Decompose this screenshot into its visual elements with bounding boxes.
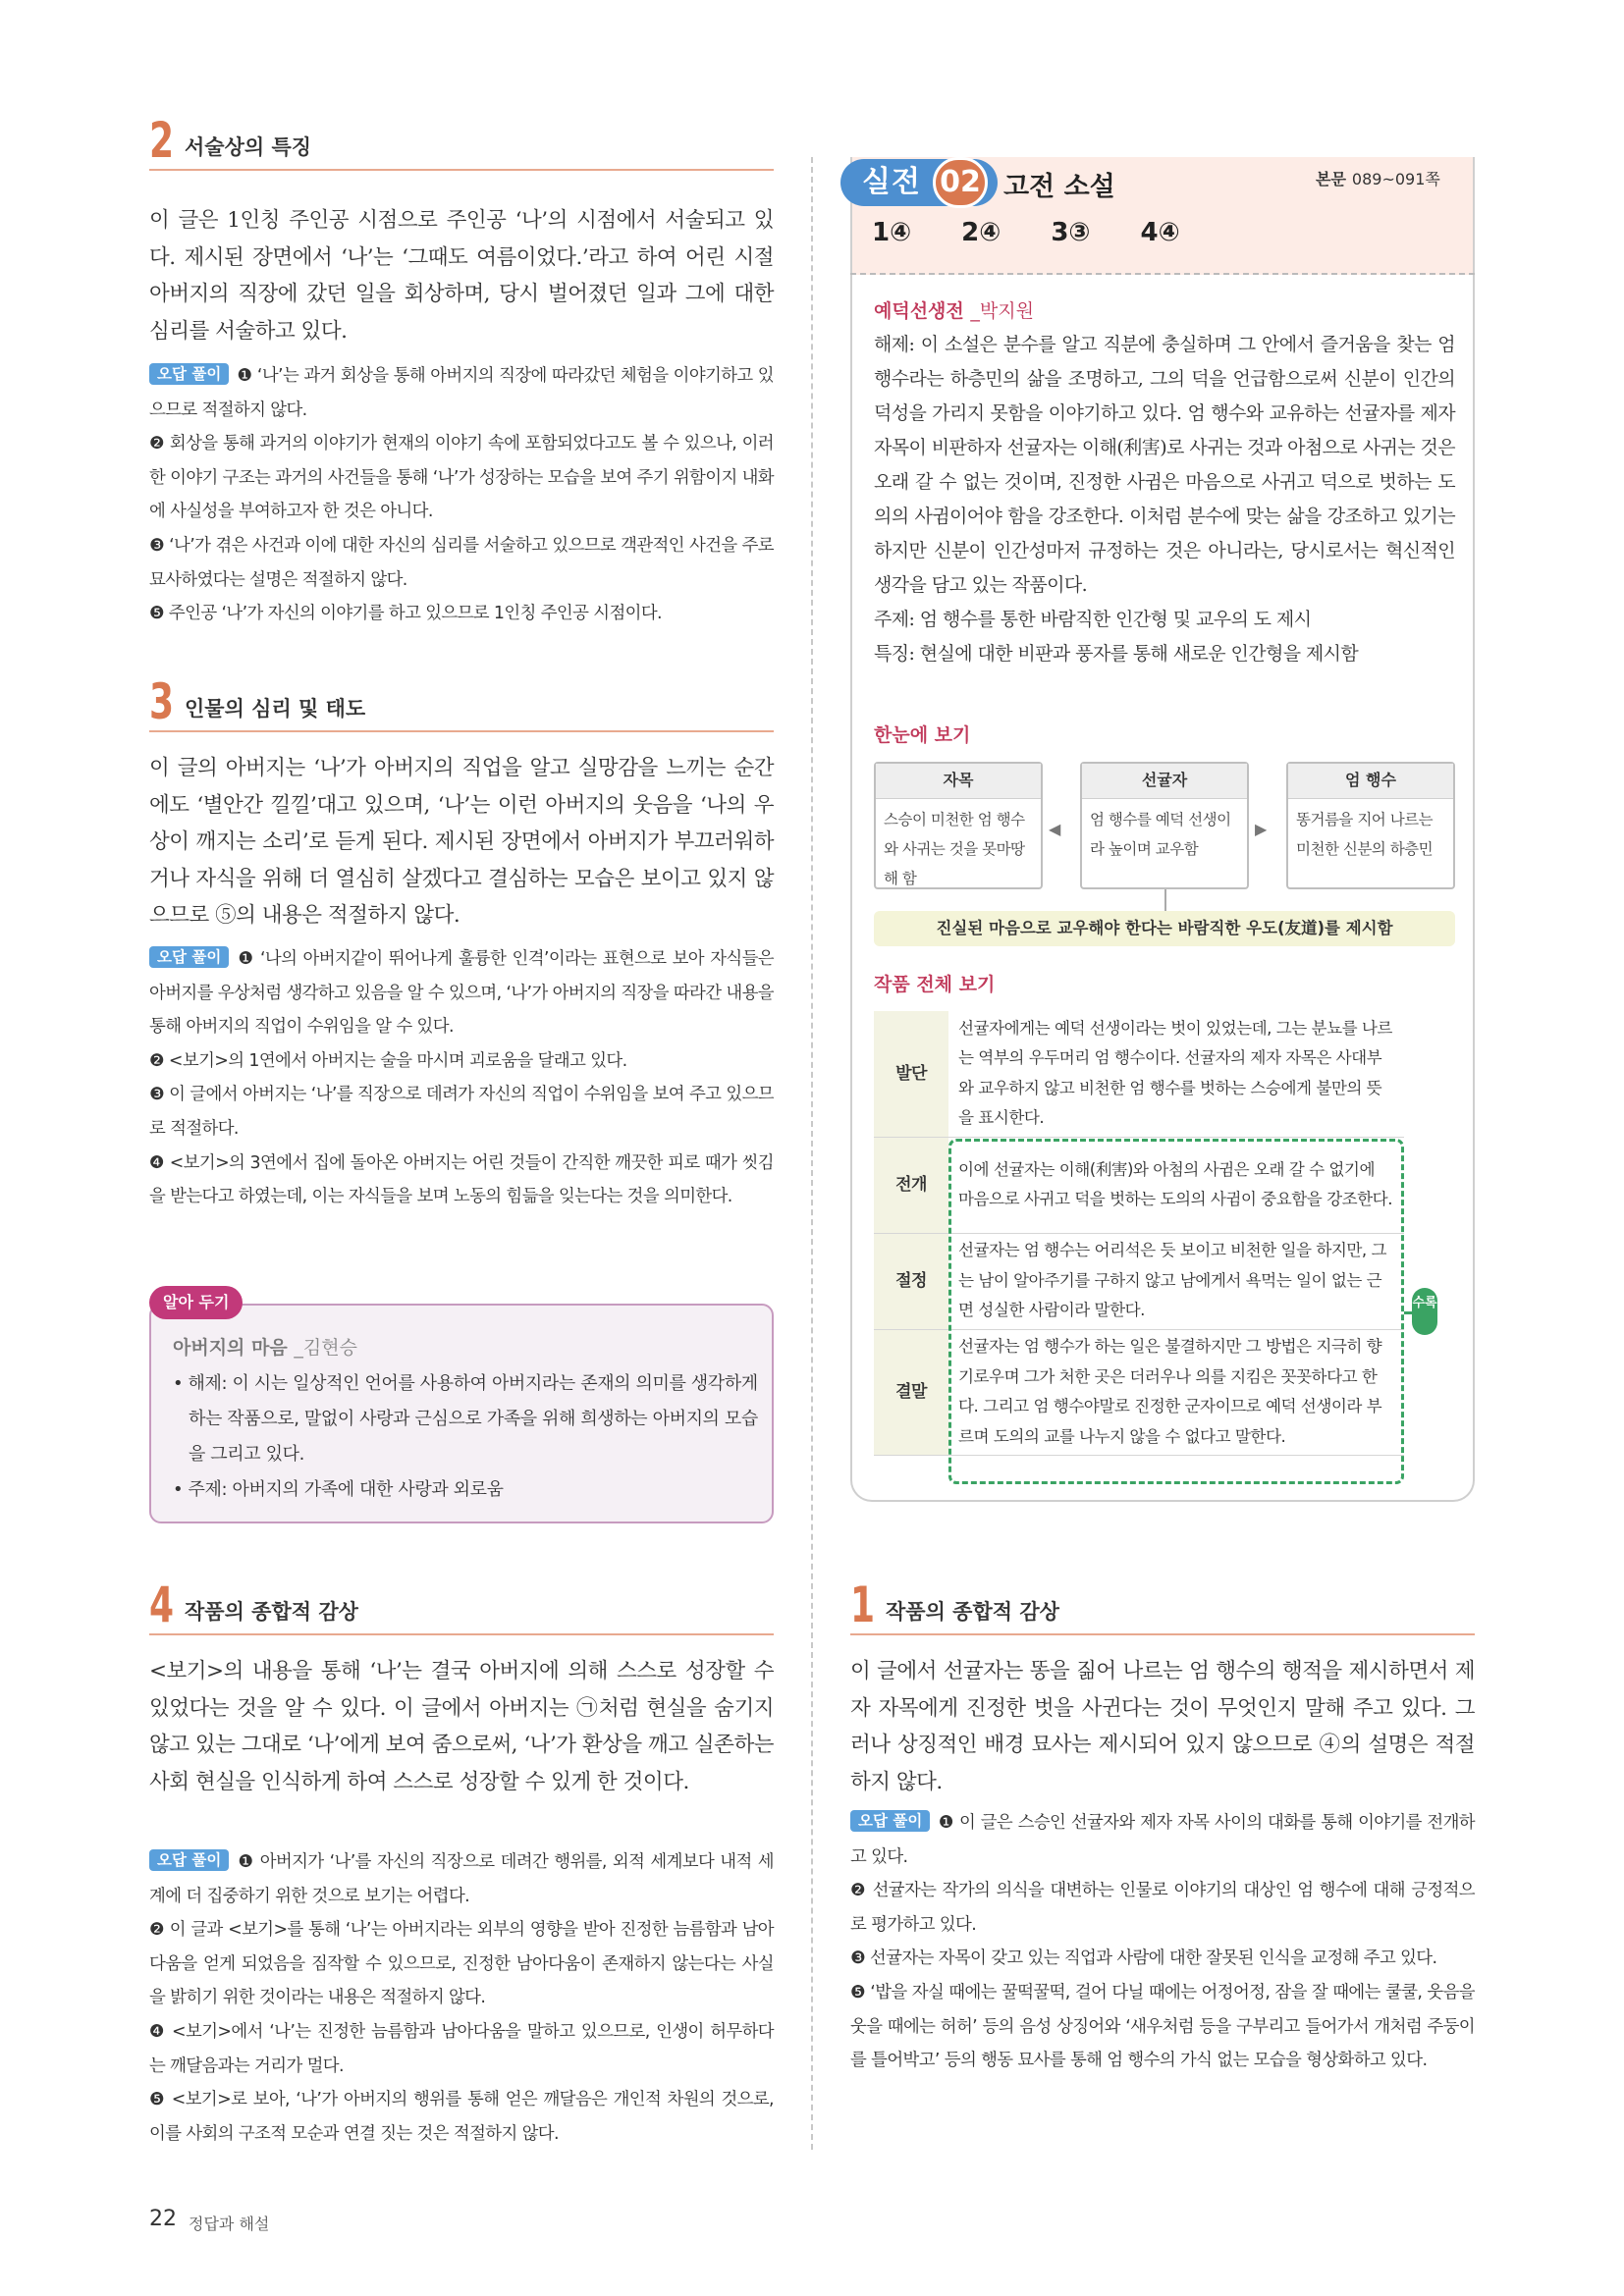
section-title: 서술상의 특징: [185, 135, 312, 159]
diagram-box-seongyulja: [1080, 762, 1249, 889]
answer-item: 2④: [961, 218, 1001, 247]
panel-divider: [850, 273, 1475, 275]
diagram-conclusion: 진실된 마음으로 교우해야 한다는 바람직한 우도(友道)를 제시함: [874, 911, 1455, 946]
note-text: ❷ 이 글과 <보기>를 통해 ‘나’는 아버지라는 외부의 영향을 받아 진정한 늠름함과 남아다움을 얻게 되었음을 짐작할 수 있으므로, 진정한 남아다움이 존재하지 않는다는 사실을 밝히기 위한 것이라는 내용은 적절하지 않다.: [149, 1920, 774, 2008]
diagram-box-eom: [1286, 762, 1455, 889]
page-reference: 본문 089~091쪽: [1316, 170, 1440, 188]
practice-number: 02: [933, 157, 988, 208]
section-3-body: 이 글의 아버지는 ‘나’가 아버지의 직업을 알고 실망감을 느끼는 순간에도 ‘별안간 낄낄’대고 있으며, ‘나’는 이런 아버지의 웃음을 ‘나의 우상이 깨지는 소리’로 듣게 된다. 제시된 장면에서 아버지가 부끄러워하거나 자식을 위해 더 열심히 살겠다고 결심하는 모습은 보이고 있지 않으므로 ⑤의 내용은 적절하지 않다.: [149, 756, 774, 928]
column-divider: [811, 157, 813, 2150]
diagram-box-head: 선귤자: [1082, 764, 1247, 799]
wrong-answer-badge: 오답 풀이: [149, 1849, 229, 1871]
stage-text: 이에 선귤자는 이해(利害)와 아첨의 사귐은 오래 갈 수 없기에 마음으로 사귀고 덕을 벗하는 도의의 사귐이 중요함을 강조한다.: [958, 1159, 1392, 1208]
stage-text: 선귤자에게는 예덕 선생이라는 벗이 있었는데, 그는 분뇨를 나르는 역부의 우두머리 엄 행수이다. 선귤자의 제자 자목은 사대부와 교우하지 않고 비천한 엄 행수를 벗하는 스승에게 불만의 뜻을 표시한다.: [958, 1018, 1392, 1128]
work-summary: [874, 328, 1455, 671]
work-line: 특징: 현실에 대한 비판과 풍자를 통해 새로운 인간형을 제시함: [874, 643, 1359, 665]
panel-title: 고전 소설: [1003, 172, 1115, 202]
right-section-1-heading: [850, 1576, 1475, 1635]
diagram-box-jamok: [874, 762, 1043, 889]
answer-list: [872, 218, 1212, 247]
section-number: 3: [149, 673, 175, 730]
included-range-box: [948, 1139, 1404, 1484]
section-title: 작품의 종합적 감상: [185, 1600, 358, 1624]
section-2-heading: [149, 112, 774, 171]
stage-text: 선귤자는 엄 행수가 하는 일은 불결하지만 그 방법은 지극히 향기로우며 그가 처한 곳은 더러우나 의를 지킴은 꼿꼿하다고 한다. 그리고 엄 행수야말로 진정한 군자이므로 예덕 선생이라 부르며 도의의 교를 나누지 않을 수 없다고 말한다.: [958, 1337, 1382, 1446]
section-2-body: 이 글은 1인칭 주인공 시점으로 주인공 ‘나’의 시점에서 서술되고 있다. 제시된 장면에서 ‘나’는 ‘그때도 여름이었다.’라고 하여 어린 시절 아버지의 직장에 갔던 일을 회상하며, 당시 벌어졌던 일과 그에 대한 심리를 서술하고 있다.: [149, 208, 774, 344]
note-text: ❺ ‘밥을 자실 때에는 꿀떡꿀떡, 걸어 다닐 때에는 어정어정, 잠을 잘 때에는 쿨쿨, 웃음을 웃을 때에는 허허’ 등의 음성 상징어와 ‘새우처럼 등을 구부리고 들어가서 개처럼 주둥이를 틀어박고’ 등의 행동 묘사를 통해 엄 행수의 가식 없는 모습을 형상화하고 있다.: [850, 1982, 1475, 2071]
note-text: ❸ 선귤자는 자목이 갖고 있는 직업과 사람에 대한 잘못된 인식을 교정해 주고 있다.: [850, 1949, 1437, 1969]
arrow-left-icon: ◀: [1049, 820, 1061, 838]
stage-label: 절정: [874, 1233, 948, 1329]
note-text: ❶ ‘나’는 과거 회상을 통해 아버지의 직장에 따라갔던 체험을 이야기하고 있으므로 적절하지 않다.: [149, 366, 774, 420]
work-line: 주제: 엄 행수를 통한 바람직한 인간형 및 교우의 도 제시: [874, 609, 1312, 630]
table-row: [874, 1011, 1404, 1137]
answer-item: 3③: [1051, 218, 1091, 247]
note-text: ❸ 이 글에서 아버지는 ‘나’를 직장으로 데려가 자신의 직업이 수위임을 보여 주고 있으므로 적절하다.: [149, 1085, 774, 1139]
note-text: ❺ <보기>로 보아, ‘나’가 아버지의 행위를 통해 얻은 깨달음은 개인적 차원의 것으로, 이를 사회의 구조적 모순과 연결 짓는 것은 적절하지 않다.: [149, 2090, 774, 2144]
answer-item: 4④: [1140, 218, 1180, 247]
note-text: ❹ <보기>의 3연에서 집에 돌아온 아버지는 어린 것들이 간직한 깨끗한 피로 때가 씻김을 받는다고 하였는데, 이는 자식들을 보며 노동의 힘듦을 잊는다는 것을 의미한다.: [149, 1152, 774, 1207]
work-author: _박지원: [970, 300, 1034, 322]
know-item: • 주제: 아버지의 가족에 대한 사랑과 외로움: [173, 1479, 504, 1500]
stage-label: 발단: [874, 1011, 948, 1137]
page-number: 22: [149, 2207, 177, 2231]
note-text: ❹ <보기>에서 ‘나’는 진정한 늠름함과 남아다움을 말하고 있으므로, 인생이 허무하다는 깨달음과는 거리가 멀다.: [149, 2021, 774, 2076]
wrong-answer-badge: 오답 풀이: [149, 363, 229, 385]
note-text: ❺ 주인공 ‘나’가 자신의 이야기를 하고 있으므로 1인칭 주인공 시점이다.: [149, 604, 662, 624]
note-text: ❶ 이 글은 스승인 선귤자와 제자 자목 사이의 대화를 통해 이야기를 전개하고 있다.: [850, 1813, 1475, 1867]
section-number: 2: [149, 112, 175, 169]
arrow-right-icon: ▶: [1255, 820, 1268, 838]
diagram-box-text: 엄 행수를 예덕 선생이라 높이며 교우함: [1090, 811, 1231, 858]
diagram-box-text: 똥거름을 지어 나르는 미천한 신분의 하층민: [1296, 811, 1434, 858]
diagram-box-head: 자목: [876, 764, 1041, 799]
section-number: 1: [850, 1576, 876, 1633]
know-title: 아버지의 마음 _김현승: [173, 1337, 357, 1359]
footer-label: 정답과 해설: [189, 2215, 270, 2233]
wrong-answer-badge: 오답 풀이: [850, 1810, 930, 1832]
practice-pill: 실전: [840, 159, 998, 206]
note-text: ❷ 선귤자는 작가의 의식을 대변하는 인물로 이야기의 대상인 엄 행수에 대해 긍정적으로 평가하고 있다.: [850, 1881, 1475, 1935]
know-item: • 해제: 이 시는 일상적인 언어를 사용하여 아버지라는 존재의 의미를 생각하게 하는 작품으로, 말없이 사랑과 근심으로 가족을 위해 희생하는 아버지의 모습을 그리고 있다.: [173, 1373, 758, 1465]
know-box: [149, 1304, 774, 1523]
diagram-box-head: 엄 행수: [1288, 764, 1453, 799]
diagram-box-text: 스승이 미천한 엄 행수와 사귀는 것을 못마땅해 함: [884, 811, 1025, 887]
section-2-notes: [149, 359, 774, 631]
stage-text: 선귤자는 엄 행수는 어리석은 듯 보이고 비천한 일을 하지만, 그는 남이 알아주기를 구하지 않고 남에게서 욕먹는 일이 없는 근면 성실한 사람이라 말한다.: [958, 1241, 1386, 1320]
section-number: 4: [149, 1576, 175, 1633]
note-text: ❷ 회상을 통해 과거의 이야기가 현재의 이야기 속에 포함되었다고도 볼 수 있으나, 이러한 이야기 구조는 과거의 사건들을 통해 ‘나’가 성장하는 모습을 보여 주기 위함이지 내화에 사실성을 부여하고자 한 것은 아니다.: [149, 434, 774, 522]
included-tab: 수록: [1412, 1288, 1437, 1335]
know-tab: 알아 두기: [149, 1286, 243, 1319]
whole-heading: 작품 전체 보기: [874, 974, 996, 995]
stage-label: 전개: [874, 1137, 948, 1233]
note-text: ❸ ‘나’가 겪은 사건과 이에 대한 자신의 심리를 서술하고 있으므로 객관적인 사건을 주로 묘사하였다는 설명은 적절하지 않다.: [149, 535, 774, 590]
section-3-notes: [149, 942, 774, 1214]
section-3-heading: [149, 673, 774, 732]
wrong-answer-badge: 오답 풀이: [149, 946, 229, 968]
answer-item: 1④: [872, 218, 912, 247]
work-title: 예덕선생전 _박지원: [874, 300, 1034, 322]
right-section-1-notes: [850, 1806, 1475, 2078]
note-text: ❷ <보기>의 1연에서 아버지는 술을 마시며 괴로움을 달래고 있다.: [149, 1050, 627, 1071]
glance-heading: 한눈에 보기: [874, 724, 971, 746]
right-section-1-body: 이 글에서 선귤자는 똥을 짊어 나르는 엄 행수의 행적을 제시하면서 제자 자목에게 진정한 벗을 사귄다는 것이 무엇인지 말해 주고 있다. 그러나 상징적인 배경 묘사는 제시되어 있지 않으므로 ④의 설명은 적절하지 않다.: [850, 1659, 1475, 1794]
section-title: 인물의 심리 및 태도: [185, 697, 366, 721]
know-list: [173, 1366, 758, 1508]
work-line: 해제: 이 소설은 분수를 알고 직분에 충실하며 그 안에서 즐거움을 찾는 엄행수라는 하층민의 삶을 조명하고, 그의 덕을 언급함으로써 신분이 인간의 덕성을 가리지 못함을 이야기하고 있다. 엄 행수와 교유하는 선귤자를 제자 자목이 비판하자 선귤자는 이해(利害)로 사귀는 것과 아첨으로 사귀는 것은 오래 갈 수 없는 것이며, 진정한 사귐은 마음으로 사귀고 덕으로 벗하는 도의의 사귐이어야 함을 강조한다. 이처럼 분수에 맞는 삶을 강조하고 있기는 하지만 신분이 인간성마저 규정하는 것은 아니라는, 당시로서는 혁신적인 생각을 담고 있는 작품이다.: [874, 334, 1455, 596]
note-text: ❶ ‘나의 아버지같이 뛰어나게 훌륭한 인격’이라는 표현으로 보아 자식들은 아버지를 우상처럼 생각하고 있음을 알 수 있으며, ‘나’가 아버지의 직장을 따라간 내용을 통해 아버지의 직업이 수위임을 알 수 있다.: [149, 949, 774, 1038]
diagram-connector: [1164, 889, 1166, 911]
section-4-body: <보기>의 내용을 통해 ‘나’는 결국 아버지에 의해 스스로 성장할 수 있었다는 것을 알 수 있다. 이 글에서 아버지는 ㉠처럼 현실을 숨기지 않고 있는 그대로 ‘나’에게 보여 줌으로써, ‘나’가 환상을 깨고 실존하는 사회 현실을 인식하게 하여 스스로 성장할 수 있게 한 것이다.: [149, 1659, 774, 1794]
stage-label: 결말: [874, 1329, 948, 1455]
section-4-notes: [149, 1845, 774, 2151]
know-author: _김현승: [294, 1337, 357, 1359]
section-title: 작품의 종합적 감상: [886, 1600, 1059, 1624]
section-4-heading: [149, 1576, 774, 1635]
note-text: ❶ 아버지가 ‘나’를 자신의 직장으로 데려간 행위를, 외적 세계보다 내적 세계에 더 집중하기 위한 것으로 보기는 어렵다.: [149, 1852, 774, 1906]
